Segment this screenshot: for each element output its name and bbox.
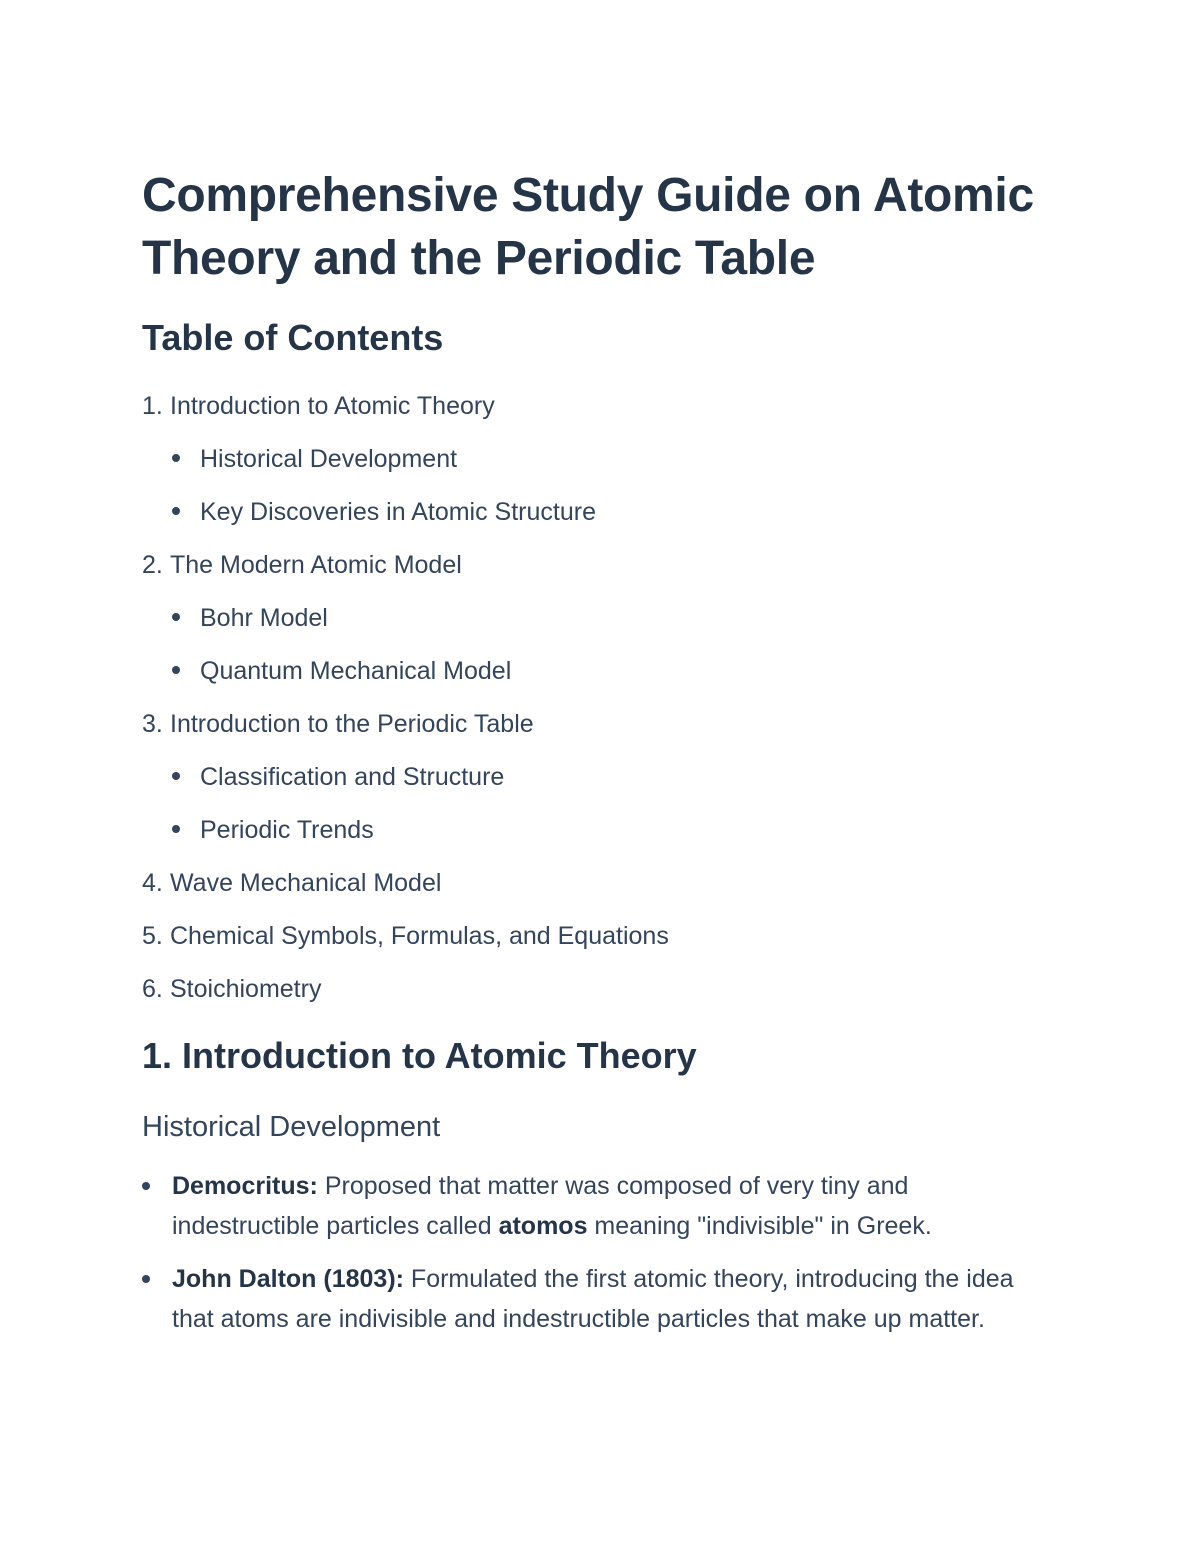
toc-item-number: 4. — [142, 869, 163, 897]
toc-item-stoichiometry — [142, 969, 669, 1022]
bullet-icon — [172, 507, 180, 515]
bullet-icon — [172, 772, 180, 780]
bullet-icon — [142, 1275, 150, 1283]
bullet-text: Proposed that matter was composed of very tiny and indestructible particles called — [172, 1172, 909, 1240]
toc-subitem-bohr-model — [142, 598, 669, 651]
toc-item-number: 1. — [142, 392, 163, 420]
toc-subitem-classification — [142, 757, 669, 810]
toc-item-label: Periodic Trends — [200, 816, 374, 844]
toc-item-label: Introduction to the Periodic Table — [170, 710, 534, 738]
toc-item-label: Historical Development — [200, 445, 458, 473]
toc-item-label: Classification and Structure — [200, 763, 505, 791]
toc-subitem-historical-development — [142, 439, 669, 492]
document-title: Comprehensive Study Guide on Atomic Theory and the Periodic Table — [142, 169, 1034, 285]
bullet-icon — [172, 666, 180, 674]
bullet-emphasis: atomos — [498, 1212, 588, 1240]
toc-item-periodic-table — [142, 704, 669, 757]
toc-item-label: Chemical Symbols, Formulas, and Equations — [170, 922, 669, 950]
toc-subitem-periodic-trends — [142, 810, 669, 863]
toc-item-label: The Modern Atomic Model — [170, 551, 462, 579]
bullet-term: John Dalton (1803): — [172, 1265, 404, 1293]
bullet-icon — [172, 825, 180, 833]
bullet-text: Formulated the first atomic theory, introducing the idea that atoms are indivisible and indestructible particles that make up matter. — [172, 1265, 1014, 1333]
toc-item-label: Introduction to Atomic Theory — [170, 392, 495, 420]
toc-item-intro-atomic-theory — [142, 386, 669, 439]
content-bullet-list — [142, 1166, 1062, 1352]
toc-heading: Table of Contents — [142, 317, 444, 358]
toc-item-number: 6. — [142, 975, 163, 1003]
toc-item-label: Key Discoveries in Atomic Structure — [200, 498, 596, 526]
toc-subitem-key-discoveries — [142, 492, 669, 545]
table-of-contents — [142, 386, 669, 1022]
list-item-john-dalton — [142, 1259, 1062, 1339]
bullet-text: meaning "indivisible" in Greek. — [587, 1212, 932, 1240]
toc-item-number: 3. — [142, 710, 163, 738]
bullet-icon — [172, 613, 180, 621]
toc-item-number: 5. — [142, 922, 163, 950]
toc-item-number: 2. — [142, 551, 163, 579]
toc-item-label: Bohr Model — [200, 604, 328, 632]
toc-subitem-quantum-model — [142, 651, 669, 704]
toc-item-modern-atomic-model — [142, 545, 669, 598]
list-item-democritus — [142, 1166, 1062, 1246]
subsection-heading: Historical Development — [142, 1111, 441, 1143]
toc-item-wave-mechanical-model — [142, 863, 669, 916]
toc-item-label: Quantum Mechanical Model — [200, 657, 512, 685]
toc-item-label: Stoichiometry — [170, 975, 322, 1003]
bullet-term: Democritus: — [172, 1172, 318, 1200]
bullet-icon — [172, 454, 180, 462]
toc-item-label: Wave Mechanical Model — [170, 869, 442, 897]
section-heading: 1. Introduction to Atomic Theory — [142, 1035, 697, 1076]
toc-item-chemical-symbols — [142, 916, 669, 969]
bullet-icon — [142, 1182, 150, 1190]
